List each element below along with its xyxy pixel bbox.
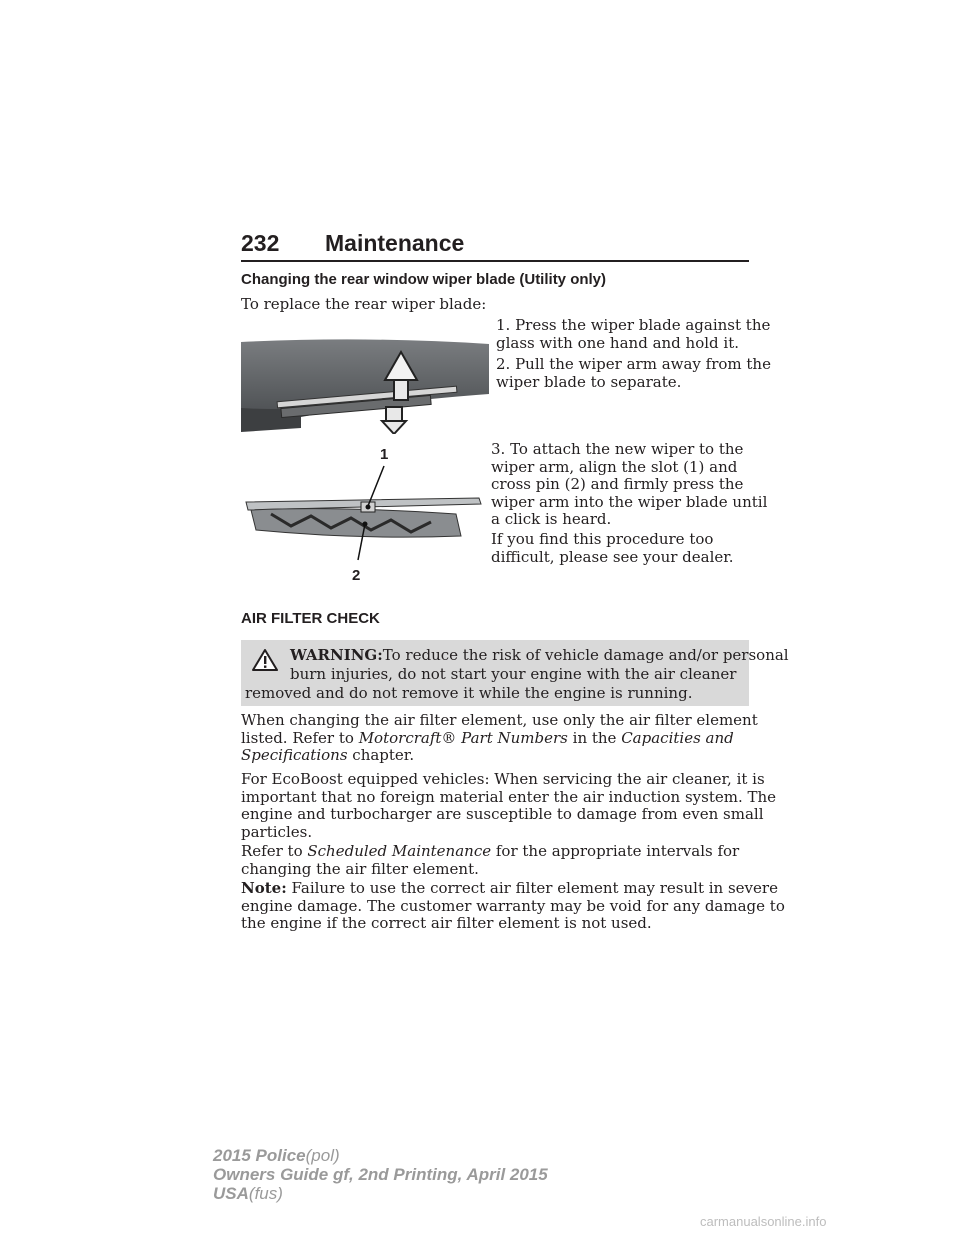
callout-1: 1 — [380, 446, 389, 463]
intro-text: To replace the rear wiper blade: — [241, 295, 487, 313]
note-label: Note: — [241, 879, 287, 897]
warning-label: WARNING: — [290, 646, 383, 664]
footer-line-3: USA(fus) — [213, 1184, 283, 1203]
difficult-note: If you find this procedure too difficult, please see your dealer. — [491, 530, 734, 566]
chapter-title: Maintenance — [325, 230, 465, 256]
wiper-attach-illustration — [241, 444, 489, 584]
section-title-air-filter: AIR FILTER CHECK — [241, 610, 380, 627]
header-rule — [241, 260, 749, 262]
paragraph-air-filter-element: When changing the air filter element, use only the air filter element listed. Refer to Motorcraft® Part Numbers in the Capacities and Specifications chapter. — [241, 711, 758, 764]
paragraph-scheduled: Refer to Scheduled Maintenance for the appropriate intervals for changing the air filter element. — [241, 842, 740, 878]
watermark: carmanualsonline.info — [700, 1214, 827, 1229]
warning-line-3: removed and do not remove it while the engine is running. — [245, 684, 693, 702]
section-title-wiper: Changing the rear window wiper blade (Utility only) — [241, 271, 607, 288]
paragraph-note: Note: Failure to use the correct air filter element may result in severe engine damage. The customer warranty may be void for any damage to the engine if the correct air filter element is not used. — [241, 879, 785, 932]
page-number: 232 — [241, 230, 280, 256]
warning-line-2: burn injuries, do not start your engine with the air cleaner — [290, 665, 737, 683]
warning-triangle-icon — [252, 648, 278, 672]
callout-2: 2 — [352, 567, 361, 584]
footer-line-1: 2015 Police(pol) — [213, 1146, 340, 1165]
wiper-removal-illustration — [241, 322, 489, 434]
step-1: 1. Press the wiper blade against the glass with one hand and hold it. — [496, 316, 771, 352]
step-2: 2. Pull the wiper arm away from the wiper blade to separate. — [496, 355, 771, 391]
paragraph-ecoboost: For EcoBoost equipped vehicles: When servicing the air cleaner, it is important that no foreign material enter the air induction system. The engine and turbocharger are susceptible to damage from even small particles. — [241, 770, 777, 841]
step-3: 3. To attach the new wiper to the wiper arm, align the slot (1) and cross pin (2) and firmly press the wiper arm into the wiper blade until a click is heard. — [491, 440, 768, 528]
warning-line-1: WARNING:To reduce the risk of vehicle damage and/or personal — [290, 646, 789, 664]
footer-line-2: Owners Guide gf, 2nd Printing, April 2015 — [213, 1165, 548, 1184]
